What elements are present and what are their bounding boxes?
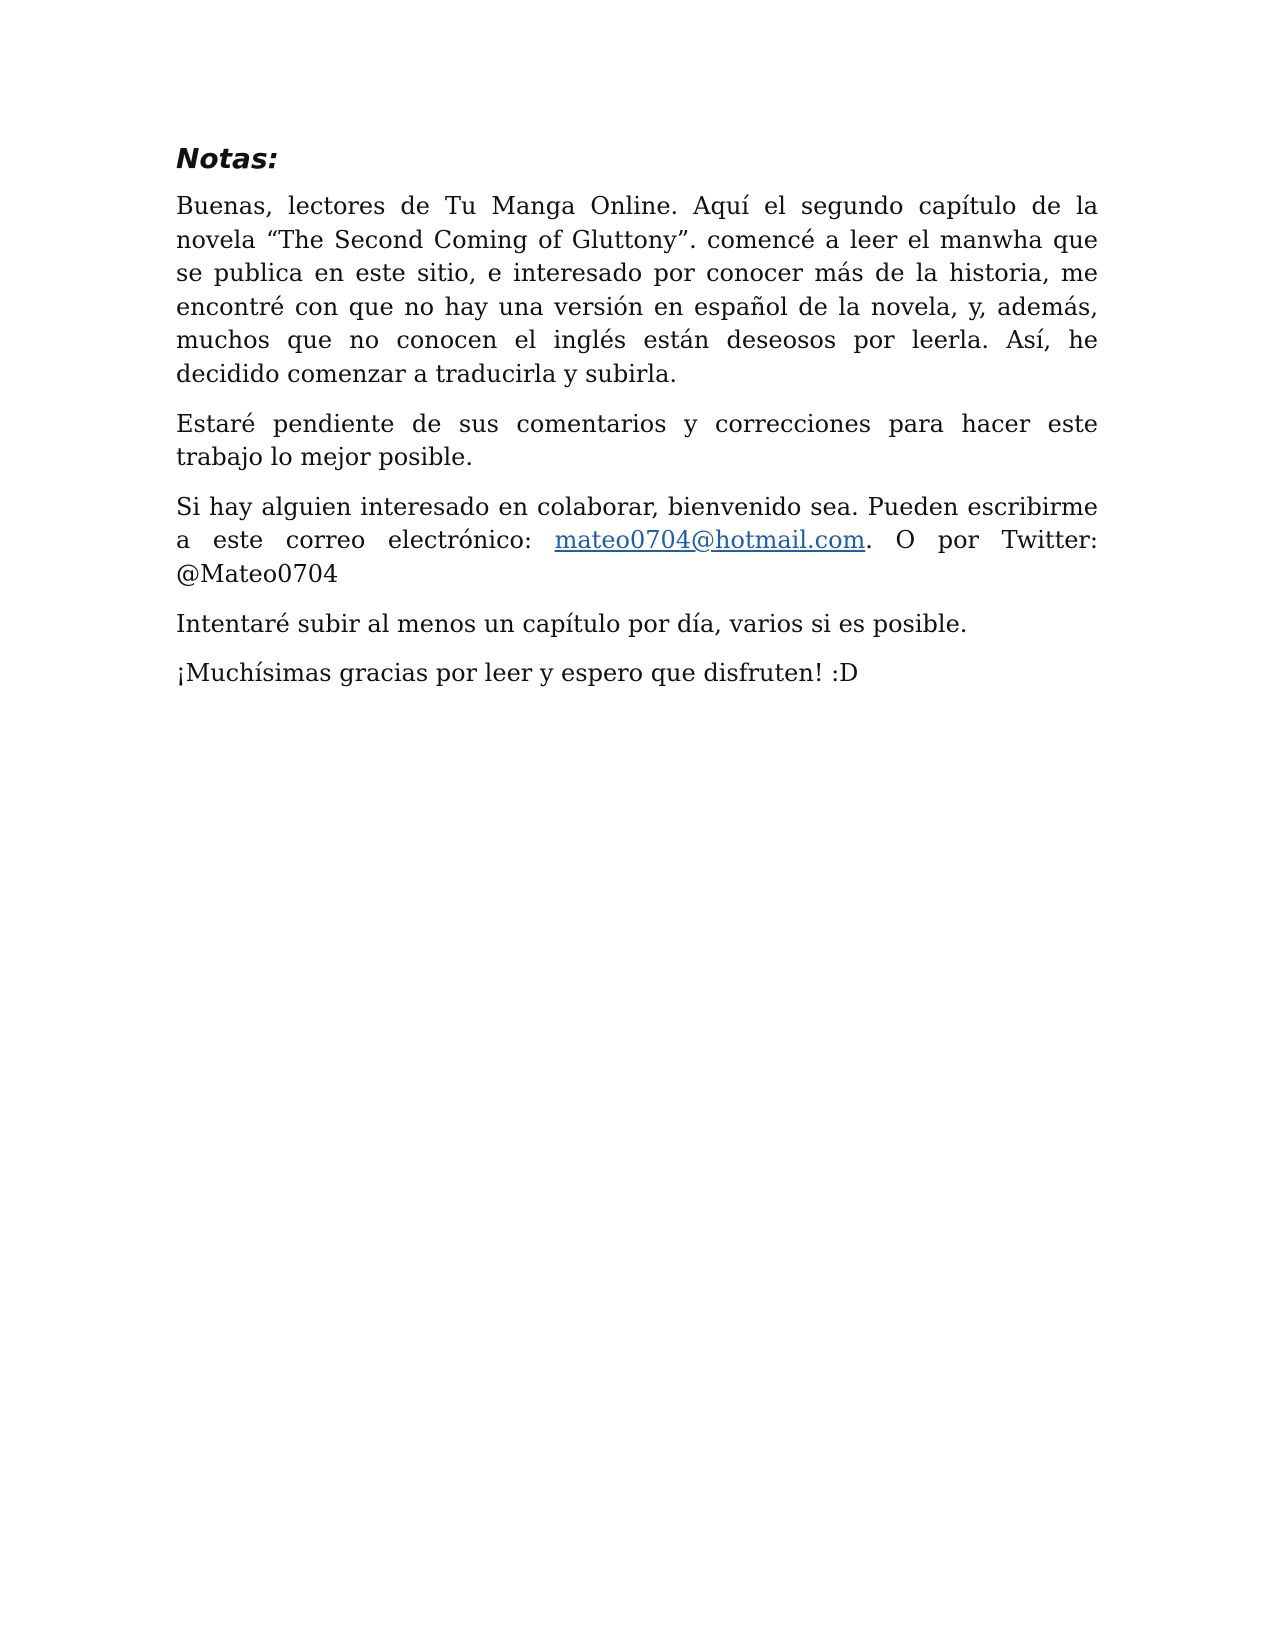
- feedback-paragraph: Estaré pendiente de sus comentarios y correcciones para hacer este trabajo lo mejor posible.: [176, 409, 1098, 472]
- email-link[interactable]: mateo0704@hotmail.com: [554, 526, 866, 555]
- notes-heading: Notas:: [176, 142, 279, 175]
- contact-text-after: . O por Twitter: @Mateo0704: [176, 526, 1098, 588]
- schedule-paragraph: Intentaré subir al menos un capítulo por día, varios si es posible.: [176, 609, 968, 638]
- document-page: [176, 140, 1098, 707]
- contact-text-before: Si hay alguien interesado en colaborar, bienvenido sea. Pueden escribirme a este correo electrónico:: [176, 492, 1098, 555]
- thanks-paragraph: ¡Muchísimas gracias por leer y espero que disfruten! :D: [176, 659, 859, 688]
- intro-paragraph: Buenas, lectores de Tu Manga Online. Aquí el segundo capítulo de la novela “The Second Coming of Gluttony”. comencé a leer el manwha que se publica en este sitio, e interesado por conocer más de la historia, me encontré con que no hay una versión en español de la novela, y, además, muchos que no conocen el inglés están deseosos por leerla. Así, he decidido comenzar a traducirla y subirla.: [176, 192, 1098, 388]
- contact-paragraph: [176, 491, 1098, 592]
